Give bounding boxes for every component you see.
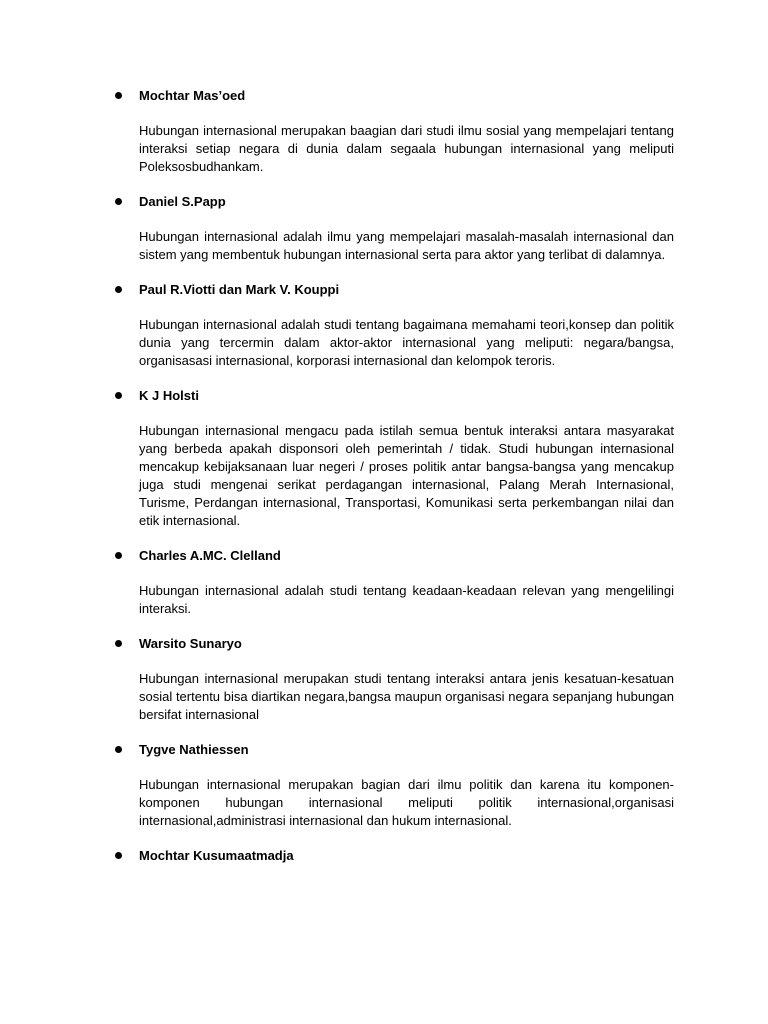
entry-heading	[0, 192, 768, 214]
bullet-icon	[115, 286, 122, 293]
bullet-icon	[115, 640, 122, 647]
bullet-icon	[115, 852, 122, 859]
entry-heading	[0, 546, 768, 568]
entry-heading	[0, 740, 768, 762]
list-item	[0, 634, 768, 740]
list-item	[0, 740, 768, 846]
bullet-icon	[115, 92, 122, 99]
author-name: Mochtar Kusumaatmadja	[139, 848, 294, 863]
definition-text: Hubungan internasional adalah ilmu yang mempelajari masalah-masalah internasional dan sistem yang membentuk hubungan internasional serta para aktor yang terlibat di dalamnya.	[139, 229, 674, 262]
author-name: Charles A.MC. Clelland	[139, 548, 281, 563]
definition-text: Hubungan internasional merupakan bagian dari ilmu politik dan karena itu komponen-komponen hubungan internasional meliputi politik internasional,organisasi internasional,administrasi internasional dan hukum internasional.	[139, 777, 674, 828]
definition-text: Hubungan internasional merupakan baagian dari studi ilmu sosial yang mempelajari tentang interaksi setiap negara di dunia dalam segaala hubungan internasional yang meliputi Poleksosbudhankam.	[139, 123, 674, 174]
author-name: Tygve Nathiessen	[139, 742, 249, 757]
list-item	[0, 280, 768, 386]
author-name: Paul R.Viotti dan Mark V. Kouppi	[139, 282, 340, 297]
definition-text: Hubungan internasional adalah studi tentang bagaimana memahami teori,konsep dan politik dunia yang tercermin dalam aktor-aktor internasional yang meliputi: negara/bangsa, organisasasi internasional, korporasi internasional dan kelompok teroris.	[139, 317, 674, 368]
definition-list	[0, 86, 768, 868]
bullet-icon	[115, 392, 122, 399]
bullet-icon	[115, 552, 122, 559]
author-name: Daniel S.Papp	[139, 194, 226, 209]
entry-heading	[0, 386, 768, 408]
definition-text: Hubungan internasional adalah studi tentang keadaan-keadaan relevan yang mengelilingi interaksi.	[139, 583, 674, 616]
entry-heading	[0, 846, 768, 868]
author-name: K J Holsti	[139, 388, 199, 403]
author-name: Warsito Sunaryo	[139, 636, 242, 651]
definition-text: Hubungan internasional mengacu pada istilah semua bentuk interaksi antara masyarakat yang berbeda apakah disponsori oleh pemerintah / tidak. Studi hubungan internasional mencakup kebijaksanaan luar negeri / proses politik antar bangsa-bangsa yang mencakup juga studi mengenai serikat perdagangan internasional, Palang Merah Internasional, Turisme, Perdangan internasional, Transportasi, Komunikasi serta perkembangan nilai dan etik internasional.	[139, 423, 674, 528]
list-item	[0, 846, 768, 868]
author-name: Mochtar Mas’oed	[139, 88, 246, 103]
list-item	[0, 546, 768, 634]
entry-heading	[0, 280, 768, 302]
list-item	[0, 192, 768, 280]
list-item	[0, 86, 768, 192]
bullet-icon	[115, 746, 122, 753]
definition-text: Hubungan internasional merupakan studi tentang interaksi antara jenis kesatuan-kesatuan sosial tertentu bisa diartikan negara,bangsa maupun organisasi negara sepanjang hubungan bersifat internasional	[139, 671, 674, 722]
entry-heading	[0, 86, 768, 108]
entry-heading	[0, 634, 768, 656]
list-item	[0, 386, 768, 546]
bullet-icon	[115, 198, 122, 205]
